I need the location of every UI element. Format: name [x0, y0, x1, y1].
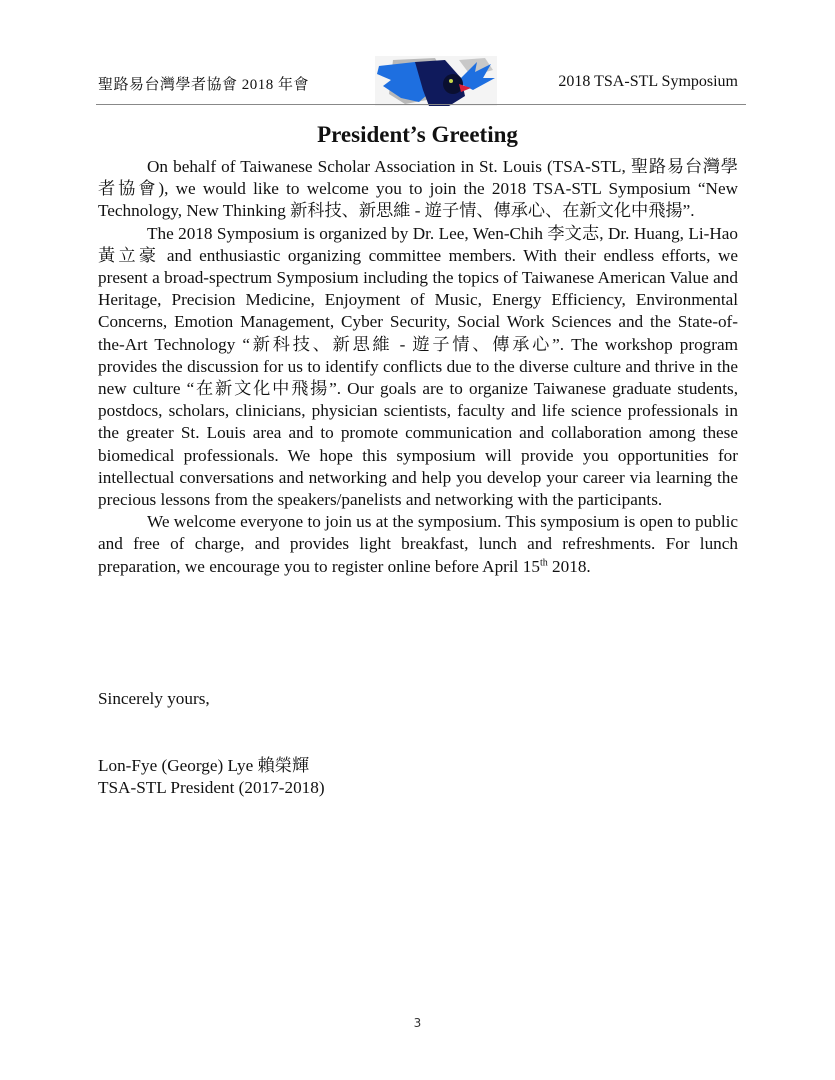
header-symposium-title: 2018 TSA-STL Symposium — [558, 73, 738, 90]
page-number: 3 — [413, 1016, 422, 1030]
registration-date-year: 2018. — [547, 556, 591, 576]
letter-body — [98, 156, 738, 578]
registration-text: We welcome everyone to join us at the symposium. This symposium is open to public and free of charge, and provides light breakfast, lunch and refreshments. For lunch preparation, we encourage you to register online before April 15 — [98, 512, 738, 576]
header-chinese-title: 聖路易台灣學者協會 2018 年會 — [98, 77, 310, 93]
header-divider — [96, 104, 746, 105]
signature-name: Lon-Fye (George) Lye 賴榮輝 — [98, 756, 310, 775]
paragraph-organizers: The 2018 Symposium is organized by Dr. Lee, Wen-Chih 李文志, Dr. Huang, Li-Hao 黃立豪 and enthusiastic organizing committee members. With their endless efforts, we present a broad-spectrum Symposium including the topics of Taiwanese American Value and Heritage, Precision Medicine, Enjoyment of Music, Energy Efficiency, Environmental Concerns, Emotion Management, Cyber Security, Social Work Sciences and the State-of-the-Art Technology “新科技、新思維 - 遊子情、傳承心”. The workshop program provides the discussion for us to identify conflicts due to the diverse culture and thrive in the new culture “在新文化中飛揚”. Our goals are to organize Taiwanese graduate students, postdocs, scholars, clinicians, physician scientists, faculty and life science professionals in the greater St. Louis area and to promote communication and collaboration among these biomedical professionals. We hope this symposium will provide you opportunities for intellectual conversations and networking and help you develop your career via learning the precious lessons from the speakers/panelists and networking with the participants. — [98, 223, 738, 510]
signature-role: TSA-STL President (2017-2018) — [98, 778, 325, 797]
paragraph-welcome: On behalf of Taiwanese Scholar Association in St. Louis (TSA-STL, 聖路易台灣學者協會), we would like to welcome you to join the 2018 TSA-STL Symposium “New Technology, New Thinking 新科技、新思維 - 遊子情、傳承心、在新文化中飛揚”. — [98, 157, 738, 221]
page-header — [98, 56, 746, 106]
ordinal-suffix: th — [539, 556, 548, 568]
paragraph-registration — [98, 511, 738, 578]
page-title: President’s Greeting — [317, 122, 518, 147]
blue-magpie-bird-logo-icon — [375, 56, 497, 106]
closing-salutation: Sincerely yours, — [98, 689, 210, 708]
